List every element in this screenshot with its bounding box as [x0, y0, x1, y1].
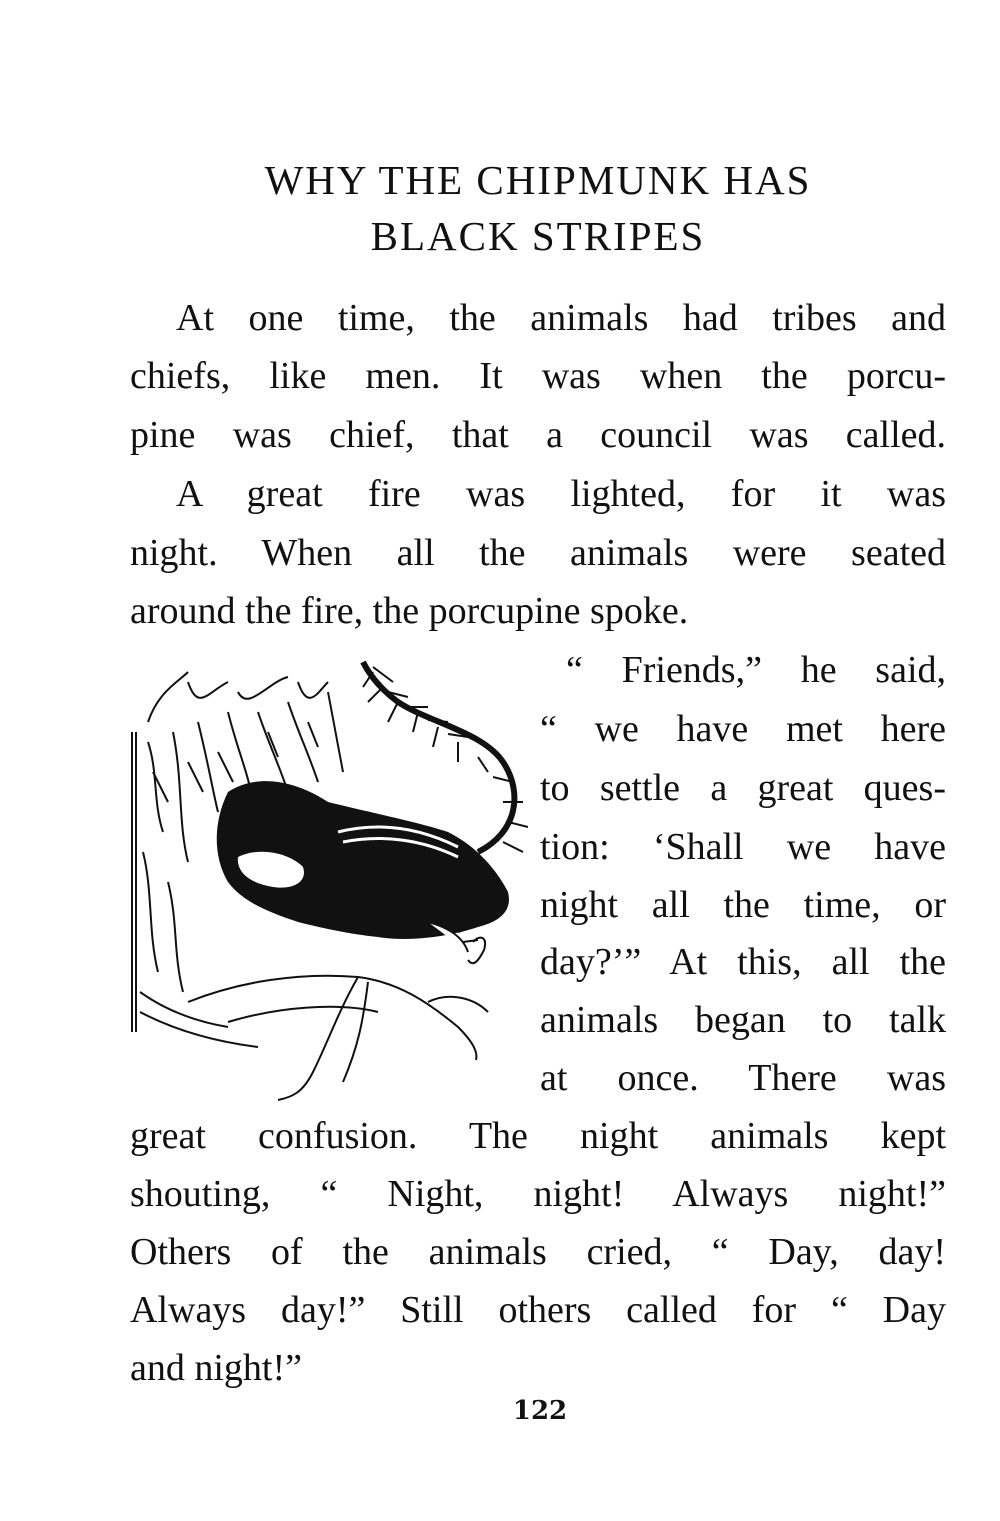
text-line: around the fire, the porcupine spoke.: [130, 590, 689, 632]
text-line: night all the time, or: [540, 884, 946, 926]
page-number: 122: [512, 1396, 568, 1426]
text-line: chiefs, like men. It was when the porcu-: [130, 355, 946, 397]
tree-root: [188, 938, 488, 1100]
text-line: pine was chief, that a council was called.: [130, 414, 946, 456]
chapter-title: [130, 152, 946, 264]
text-line: A great fire was lighted, for it was: [176, 473, 946, 515]
text-line: shouting, “ Night, night! Always night!”: [130, 1173, 946, 1215]
text-line: and night!”: [130, 1347, 303, 1389]
text-line: “ Friends,” he said,: [566, 649, 946, 691]
text-line: animals began to talk: [540, 999, 946, 1041]
text-line: to settle a great ques-: [540, 767, 946, 809]
text-line: night. When all the animals were seated: [130, 532, 946, 574]
chapter-title-line-2: BLACK STRIPES: [370, 213, 706, 259]
chipmunk-illustration: [128, 652, 528, 1102]
text-line: Others of the animals cried, “ Day, day!: [130, 1231, 946, 1273]
text-line: great confusion. The night animals kept: [130, 1115, 946, 1157]
text-line: At one time, the animals had tribes and: [176, 297, 946, 339]
text-line: at once. There was: [540, 1057, 946, 1099]
text-line: “ we have met here: [540, 708, 946, 750]
chapter-title-line-1: WHY THE CHIPMUNK HAS: [264, 157, 812, 203]
text-line: Always day!” Still others called for “ Day: [130, 1289, 946, 1331]
text-line: day?’” At this, all the: [540, 941, 946, 983]
text-line: tion: ‘Shall we have: [540, 826, 946, 868]
